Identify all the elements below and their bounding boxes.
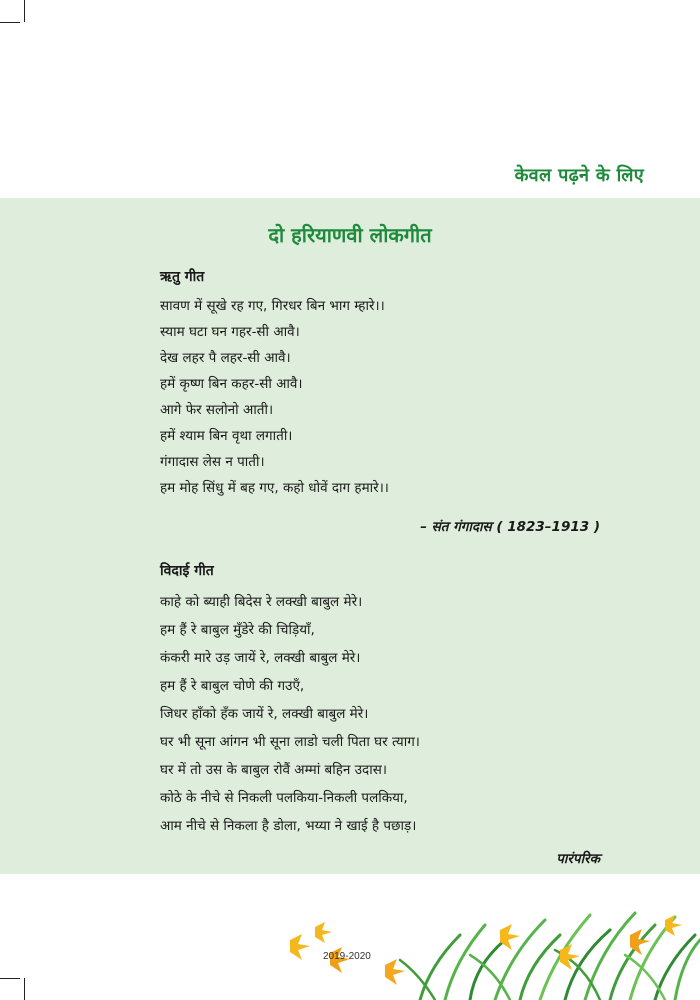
poem2-line: घर भी सूना आंगन भी सूना लाडो चली पिता घर त्याग।: [160, 734, 420, 750]
poem1-line: स्याम घटा घन गहर-सी आवै।: [160, 324, 300, 340]
poem1-credit: – संत गंगादास ( 1823–1913 ): [420, 519, 600, 535]
crop-mark-bottom-left-v: [24, 978, 25, 1000]
poem1-heading: [160, 266, 204, 286]
section-tag: केवल पढ़ने के लिए: [514, 165, 644, 186]
poem2-line: जिधर हाँको हँक जायें रे, लक्खी बाबुल मेरे।: [160, 706, 369, 722]
poem2-credit: पारंपरिक: [556, 851, 600, 867]
poem1-line: हम मोह सिंधु में बह गए, कहो धोवें दाग हमारे।।: [160, 480, 389, 496]
crop-mark-top-left-v: [24, 0, 25, 22]
poem1-line: हमें श्याम बिन वृथा लगाती।: [160, 428, 293, 444]
poem2-line: कोठे के नीचे से निकली पलकिया-निकली पलकिया,: [160, 790, 408, 806]
poem2-heading-text: विदाई गीत: [160, 563, 214, 579]
poem2-line: हम हैं रे बाबुल चोणे की गउएँ,: [160, 678, 305, 694]
poem2-heading: [160, 560, 214, 580]
poem2-line: काहे को ब्याही बिदेस रे लक्खी बाबुल मेरे।: [160, 594, 363, 610]
poem1-line: सावण में सूखे रह गए, गिरधर बिन भाग म्हारे।।: [160, 298, 385, 314]
poem2-line: घर में तो उस के बाबुल रोवैं अम्मां बहिन उदास।: [160, 762, 387, 778]
poem1-line: आगे फेर सलोनो आती।: [160, 402, 274, 418]
poem1-line: देख लहर पै लहर-सी आवै।: [160, 350, 291, 366]
page-title: दो हरियाणवी लोकगीत: [268, 223, 432, 247]
crop-mark-bottom-left-h: [0, 978, 20, 979]
poem1-line: हमें कृष्ण बिन कहर-सी आवै।: [160, 376, 303, 392]
poem2-line: आम नीचे से निकला है डोला, भय्या ने खाई है पछाड़।: [160, 818, 417, 834]
grass-blades: [400, 913, 700, 1000]
poem1-heading-text: ऋतु गीत: [160, 269, 205, 285]
poem2-line: कंकरी मारे उड़ जायें रे, लक्खी बाबुल मेरे।: [160, 650, 361, 666]
footer-year: 2019-2020: [323, 951, 371, 962]
poem2-line: हम हैं रे बाबुल मुँडेरे की चिड़ियाँ,: [160, 622, 315, 638]
crop-mark-top-left-h: [0, 22, 20, 23]
poem1-line: गंगादास लेस न पाती।: [160, 454, 265, 470]
